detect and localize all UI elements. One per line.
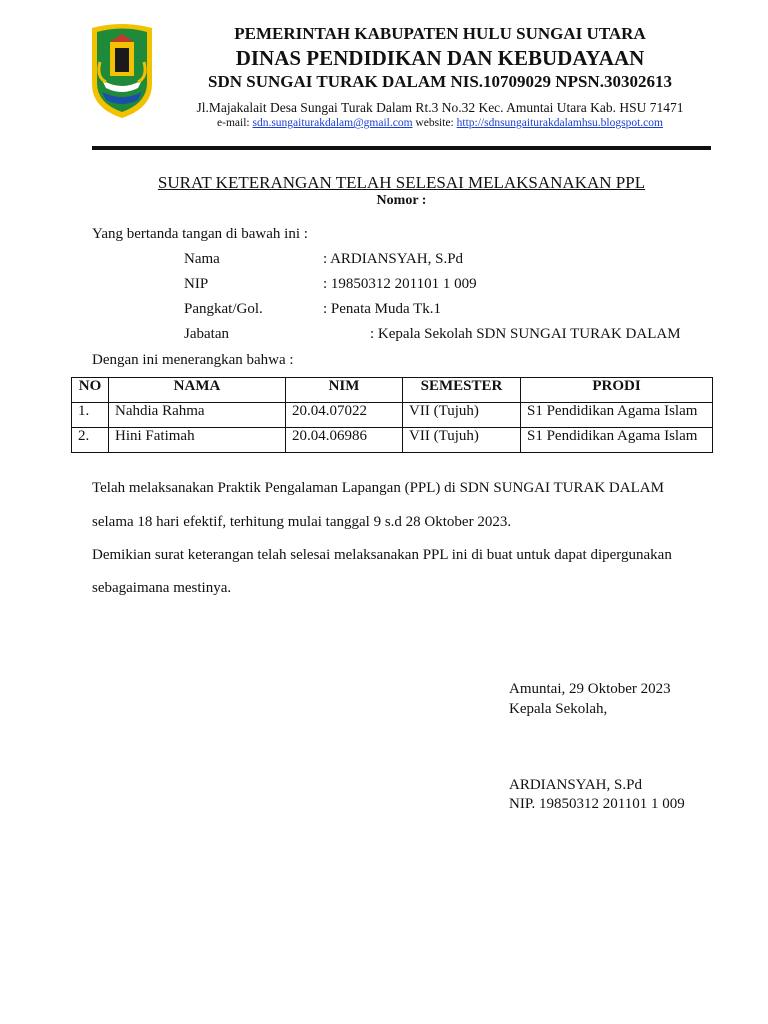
signature-position: Kepala Sekolah, [509,701,608,717]
cell-semester: VII (Tujuh) [403,428,521,453]
signature-nip: NIP. 19850312 201101 1 009 [509,796,685,812]
field-value-jabatan: : Kepala Sekolah SDN SUNGAI TURAK DALAM [370,326,681,342]
field-value-pangkat: : Penata Muda Tk.1 [323,301,442,317]
field-label-pangkat: Pangkat/Gol. [184,301,263,317]
body-line-2: selama 18 hari efektif, terhitung mulai tanggal 9 s.d 28 Oktober 2023. [92,514,512,530]
signature-place-date: Amuntai, 29 Oktober 2023 [509,681,671,697]
website-label: website: [415,117,454,129]
contact-line [160,117,720,129]
cell-nama: Hini Fatimah [109,428,286,453]
header-divider [92,146,711,150]
header-nama: NAMA [109,378,286,403]
cell-nim: 20.04.07022 [286,403,403,428]
cell-prodi: S1 Pendidikan Agama Islam [521,428,713,453]
email-label: e-mail: [217,117,250,129]
letter-number: Nomor : [376,193,427,208]
declaration-text: Dengan ini menerangkan bahwa : [92,352,294,368]
cell-prodi: S1 Pendidikan Agama Islam [521,403,713,428]
website-link[interactable]: http://sdnsungaiturakdalamhsu.blogspot.com [456,117,663,129]
header-semester: SEMESTER [403,378,521,403]
regency-emblem-logo [88,22,156,120]
letter-title: SURAT KETERANGAN TELAH SELESAI MELAKSANAKAN PPL [157,173,646,192]
field-label-nama: Nama [184,251,220,267]
header-no: NO [72,378,109,403]
cell-no: 2. [72,428,109,453]
header-nim: NIM [286,378,403,403]
intro-text: Yang bertanda tangan di bawah ini : [92,226,308,242]
field-label-jabatan: Jabatan [184,326,229,342]
cell-semester: VII (Tujuh) [403,403,521,428]
department-name: DINAS PENDIDIKAN DAN KEBUDAYAAN [235,46,645,70]
body-line-1: Telah melaksanakan Praktik Pengalaman Lapangan (PPL) di SDN SUNGAI TURAK DALAM [92,480,664,496]
government-name: PEMERINTAH KABUPATEN HULU SUNGAI UTARA [234,24,646,43]
email-link[interactable]: sdn.sungaiturakdalam@gmail.com [252,117,413,129]
header-prodi: PRODI [521,378,713,403]
students-table [71,377,713,453]
field-value-nip: : 19850312 201101 1 009 [323,276,477,292]
school-name: SDN SUNGAI TURAK DALAM NIS.10709029 NPSN.30302613 [208,72,672,91]
cell-nim: 20.04.06986 [286,428,403,453]
cell-nama: Nahdia Rahma [109,403,286,428]
table-row [72,428,713,453]
field-label-nip: NIP [184,276,209,292]
body-line-4: sebagaimana mestinya. [92,580,232,596]
signature-name: ARDIANSYAH, S.Pd [509,777,642,793]
cell-no: 1. [72,403,109,428]
school-address: Jl.Majakalait Desa Sungai Turak Dalam Rt.3 No.32 Kec. Amuntai Utara Kab. HSU 71471 [196,100,684,115]
body-line-3: Demikian surat keterangan telah selesai melaksanakan PPL ini di buat untuk dapat dipergunakan [92,547,672,563]
field-value-nama: : ARDIANSYAH, S.Pd [323,251,464,267]
table-row [72,403,713,428]
table-header-row [72,378,713,403]
